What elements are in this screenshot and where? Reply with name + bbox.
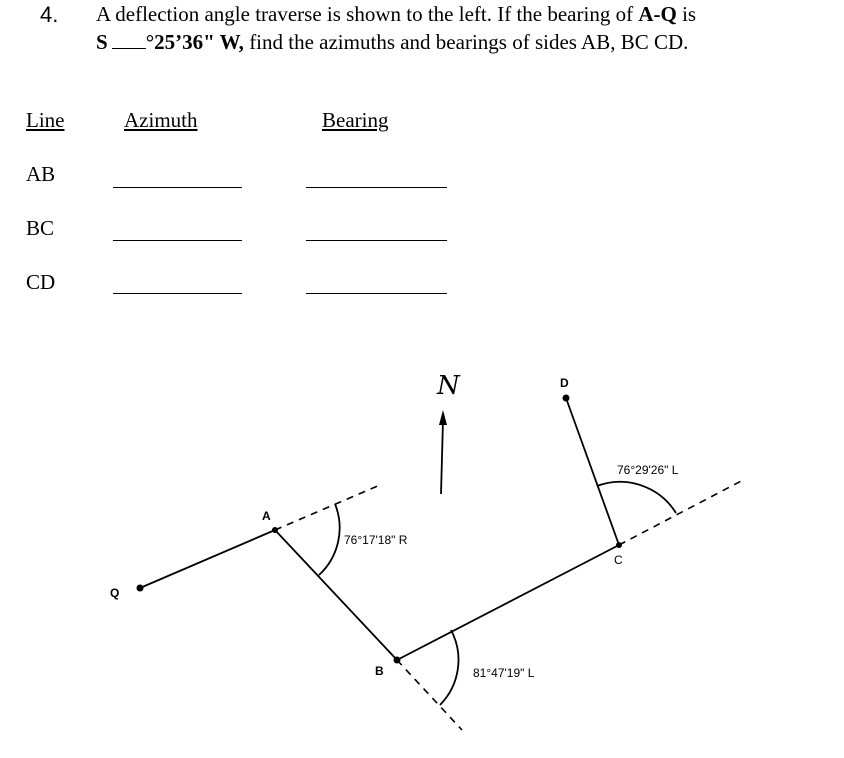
angle-arc-b <box>440 630 458 705</box>
extension-qa <box>275 485 380 530</box>
header-line: Line <box>26 108 65 132</box>
header-bearing: Bearing <box>322 108 389 132</box>
question-text-2b: °25’36" W, <box>145 30 244 54</box>
question-text-2a: S <box>96 30 108 54</box>
question-text-1c: is <box>676 2 697 26</box>
point-label-q: Q <box>110 586 120 600</box>
row-label-ab: AB <box>26 162 56 186</box>
header-azimuth: Azimuth <box>124 108 198 132</box>
question-text-2c: find the azimuths and bearings of sides AB, BC CD. <box>243 30 689 54</box>
point-label-b: B <box>375 664 384 678</box>
station-c <box>616 542 622 548</box>
extension-ab <box>397 660 462 730</box>
point-label-c: C <box>614 553 623 567</box>
angle-label-b: 81°47'19" L <box>473 666 535 680</box>
question-text-1a: A deflection angle traverse is shown to the left. If the bearing of <box>96 2 639 26</box>
angle-arc-a <box>319 504 340 575</box>
angle-label-c: 76°29'26" L <box>617 463 679 477</box>
leg-cd <box>566 398 619 545</box>
row-label-cd: CD <box>26 270 56 294</box>
station-a <box>272 527 278 533</box>
north-arrow-shaft <box>441 420 443 494</box>
question-number: 4. <box>40 2 59 27</box>
station-d <box>563 395 570 402</box>
angle-label-a: 76°17'18" R <box>344 533 408 547</box>
leg-bc <box>397 545 619 660</box>
row-label-bc: BC <box>26 216 55 240</box>
angle-arc-c <box>597 482 676 513</box>
leg-qa <box>140 530 275 588</box>
point-label-a: A <box>262 509 271 523</box>
extension-bc <box>619 479 745 545</box>
station-b <box>394 657 401 664</box>
point-label-d: D <box>560 376 569 390</box>
north-label: N <box>437 371 460 401</box>
question-text-1b: A-Q <box>638 2 677 26</box>
station-q <box>137 585 144 592</box>
